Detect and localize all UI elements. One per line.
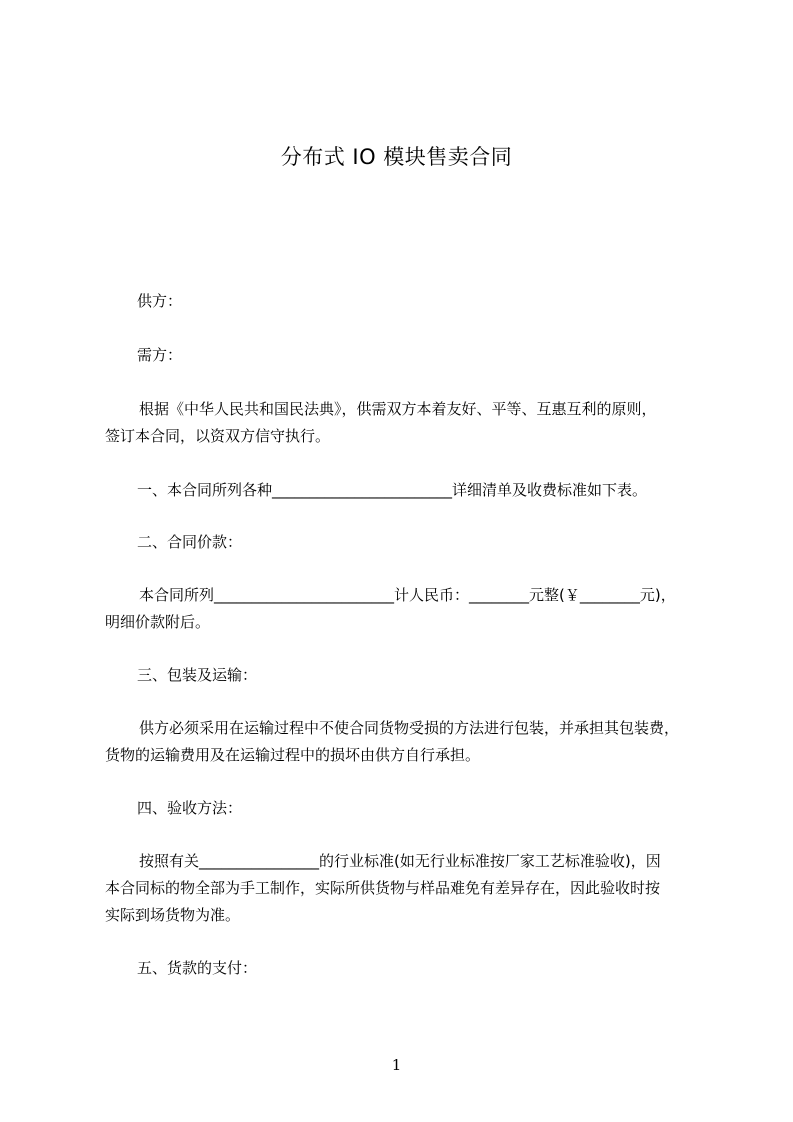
clause-5-heading: 五、货款的支付： xyxy=(137,959,258,977)
preamble-line-2: 签订本合同，以资双方信守执行。 xyxy=(105,427,331,445)
clause-4-line-2: 本合同标的物全部为手工制作，实际所供货物与样品难免有差异存在，因此验收时按 xyxy=(105,879,661,897)
preamble-line-1: 根据《中华人民共和国民法典》，供需双方本着友好、平等、互惠互利的原则， xyxy=(139,400,657,418)
clause-4-line-1: 按照有关________________的行业标准(如无行业标准按厂家工艺标准验收)，因 xyxy=(139,852,661,870)
clause-3-line-1: 供方必须采用在运输过程中不使合同货物受损的方法进行包装，并承担其包装费， xyxy=(139,719,680,737)
clause-3-line-2: 货物的运输费用及在运输过程中的损坏由供方自行承担。 xyxy=(105,746,481,764)
clause-2-line-2: 明细价款附后。 xyxy=(105,613,211,631)
supplier-label: 供方： xyxy=(137,292,183,310)
clause-3-heading: 三、包装及运输： xyxy=(137,666,258,684)
document-title: 分布式 IO 模块售卖合同 xyxy=(280,145,513,169)
buyer-label: 需方： xyxy=(137,346,183,364)
page-number: 1 xyxy=(391,1056,402,1074)
clause-1: 一、本合同所列各种________________________详细清单及收费标准如下表。 xyxy=(137,481,648,499)
clause-2-heading: 二、合同价款： xyxy=(137,533,243,551)
clause-2-line-1: 本合同所列________________________计人民币：________元整(￥________元)， xyxy=(139,586,676,604)
clause-4-heading: 四、验收方法： xyxy=(137,799,243,817)
clause-4-line-3: 实际到场货物为准。 xyxy=(105,906,241,924)
